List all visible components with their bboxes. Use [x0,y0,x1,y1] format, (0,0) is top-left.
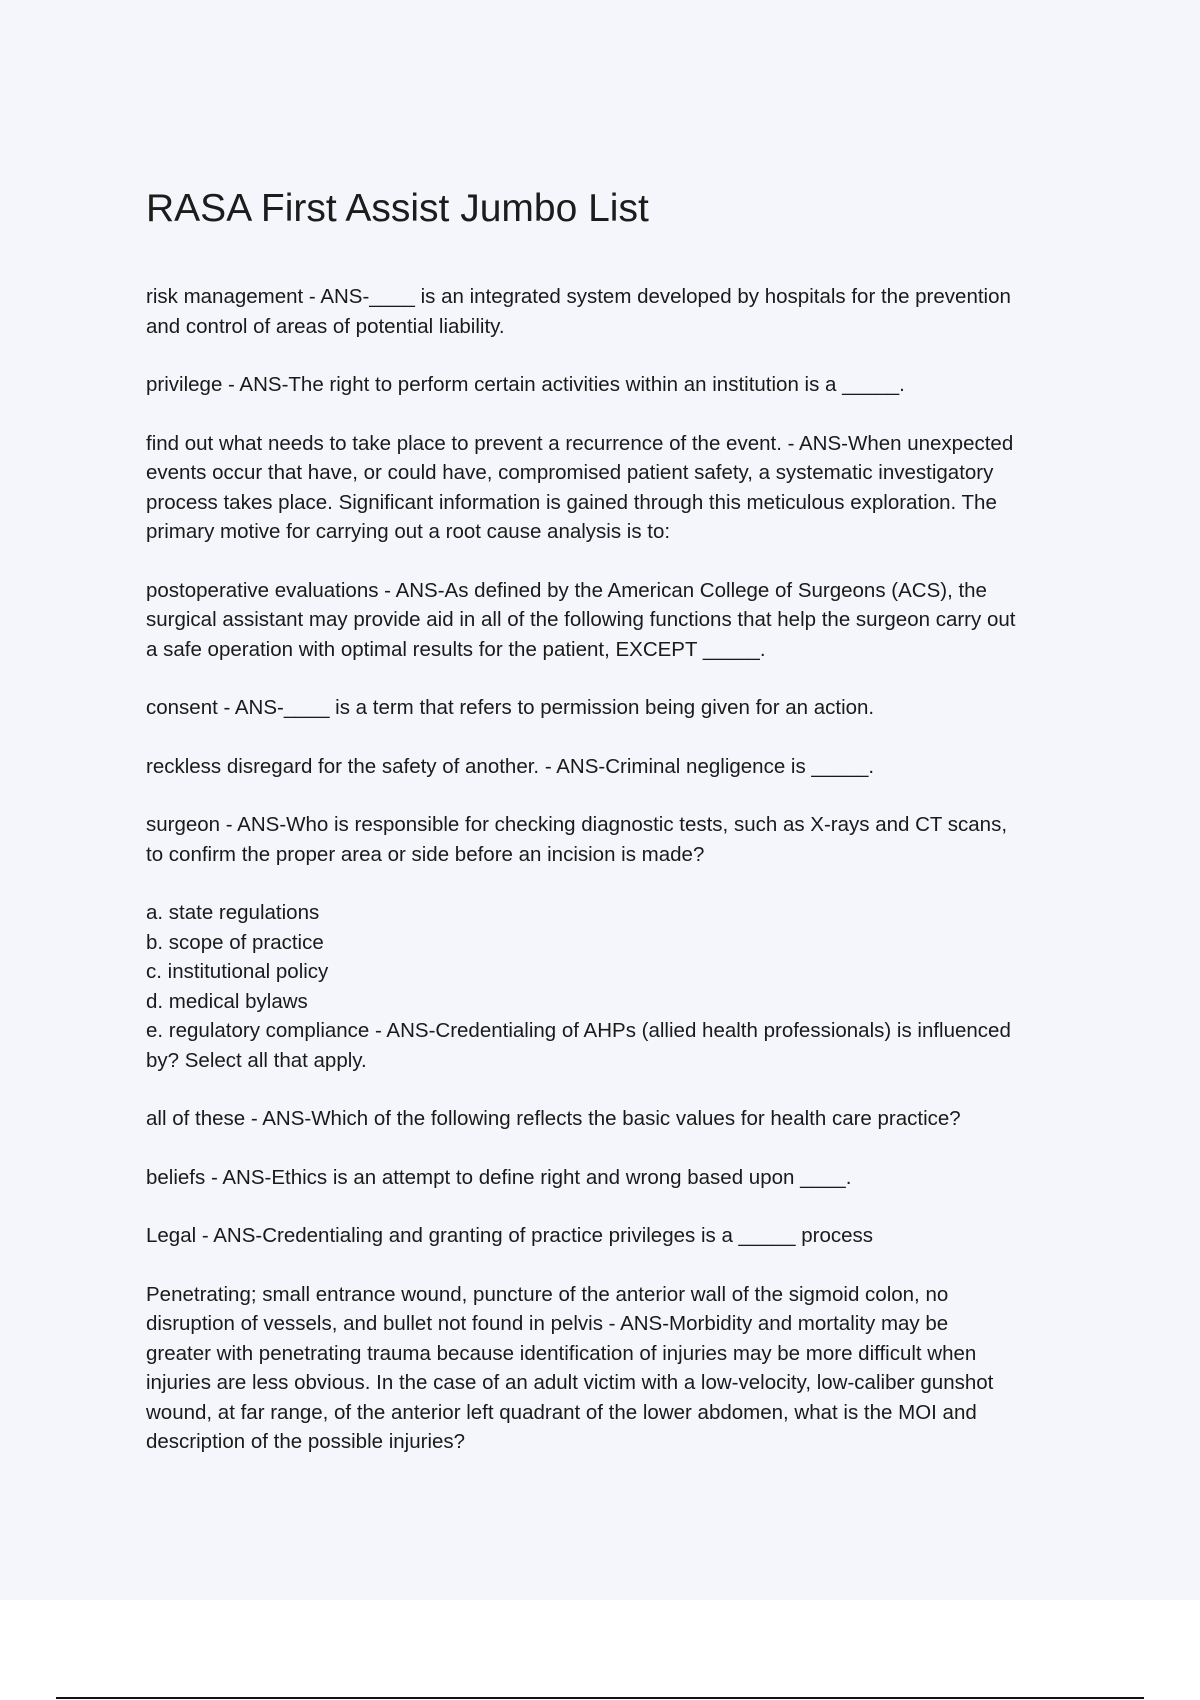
qa-entry-line: injuries are less obvious. In the case of an adult victim with a low-velocity, low-caliber gunshot [146,1371,994,1394]
qa-entry-line: a. state regulations [146,901,320,924]
qa-entry-line: Legal - ANS-Credentialing and granting of practice privileges is a _____ process [146,1224,874,1247]
document-title: RASA First Assist Jumbo List [146,187,649,230]
qa-entry [146,752,1096,782]
qa-entry-line: reckless disregard for the safety of another. - ANS-Criminal negligence is _____. [146,754,875,778]
qa-entry-line: privilege - ANS-The right to perform certain activities within an institution is a _____. [146,373,905,396]
qa-entry-line: primary motive for carrying out a root cause analysis is to: [146,520,671,543]
qa-entry-list [146,282,1096,1457]
qa-entry-line: a safe operation with optimal results for the patient, EXCEPT _____. [146,637,766,661]
qa-entry-line: greater with penetrating trauma because identification of injuries may be more difficult when [146,1341,977,1365]
qa-entry-line: process takes place. Significant information is gained through this meticulous exploration. The [146,490,997,514]
qa-entry [146,1280,1096,1457]
qa-entry [146,282,1096,341]
qa-entry-line: postoperative evaluations - ANS-As defined by the American College of Surgeons (ACS), the [146,578,987,602]
qa-entry-line: events occur that have, or could have, compromised patient safety, a systematic investigatory [146,461,994,484]
footer-divider [56,1697,1144,1699]
qa-entry-line: b. scope of practice [146,930,324,954]
qa-entry-line: c. institutional policy [146,960,329,983]
qa-entry [146,429,1096,547]
qa-entry-line: disruption of vessels, and bullet not found in pelvis - ANS-Morbidity and mortality may be [146,1312,949,1335]
qa-entry-line: description of the possible injuries? [146,1430,466,1453]
qa-entry [146,1163,1096,1193]
qa-entry-line: e. regulatory compliance - ANS-Credentialing of AHPs (allied health professionals) is influenced [146,1019,1011,1042]
qa-entry-line: consent - ANS-____ is a term that refers to permission being given for an action. [146,696,875,719]
qa-entry [146,576,1096,665]
qa-entry-line: risk management - ANS-____ is an integrated system developed by hospitals for the prevention [146,285,1011,308]
document-content [146,186,1096,1486]
qa-entry-line: and control of areas of potential liability. [146,314,505,338]
qa-entry-line: all of these - ANS-Which of the following reflects the basic values for health care practice? [146,1107,961,1130]
qa-entry [146,1104,1096,1134]
qa-entry-line: Penetrating; small entrance wound, puncture of the anterior wall of the sigmoid colon, no [146,1282,949,1306]
qa-entry-line: to confirm the proper area or side before an incision is made? [146,842,705,866]
qa-entry-line: surgeon - ANS-Who is responsible for checking diagnostic tests, such as X-rays and CT scans, [146,813,1008,836]
qa-entry-line: wound, at far range, of the anterior left quadrant of the lower abdomen, what is the MOI and [146,1400,977,1424]
qa-entry [146,810,1096,869]
qa-entry-line: surgical assistant may provide aid in all of the following functions that help the surgeon carry out [146,608,1016,631]
qa-entry [146,1221,1096,1251]
qa-entry-line: by? Select all that apply. [146,1048,367,1072]
qa-entry-line: beliefs - ANS-Ethics is an attempt to define right and wrong based upon ____. [146,1165,852,1189]
qa-entry [146,370,1096,400]
qa-entry [146,898,1096,1075]
qa-entry [146,693,1096,723]
qa-entry-line: find out what needs to take place to prevent a recurrence of the event. - ANS-When unexpected [146,431,1014,455]
qa-entry-line: d. medical bylaws [146,989,308,1013]
